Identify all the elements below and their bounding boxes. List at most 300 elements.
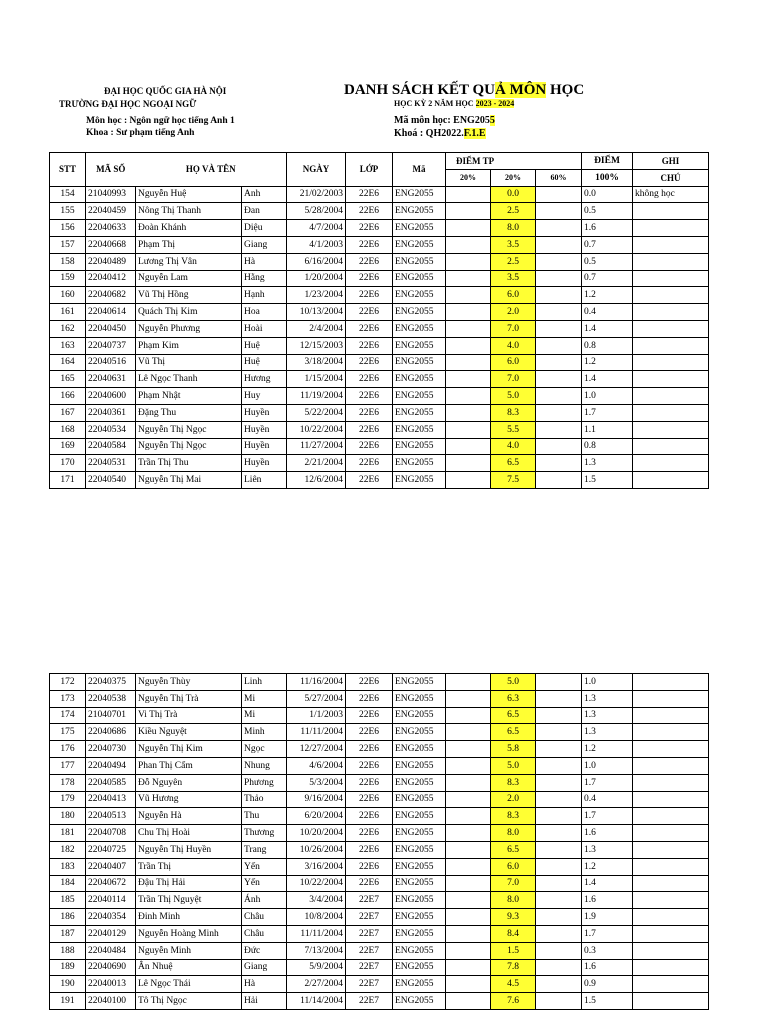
col-header-weight-1: 20% xyxy=(446,169,491,186)
row-score-2: 6.3 xyxy=(491,690,536,707)
table-row xyxy=(50,825,709,842)
row-dob: 5/9/2004 xyxy=(287,959,346,976)
course-code-line xyxy=(394,115,495,126)
row-score-1 xyxy=(446,925,491,942)
class-suffix: F.1.E xyxy=(463,128,486,139)
row-student-id: 22040540 xyxy=(86,472,136,489)
row-given-name: Mi xyxy=(242,707,287,724)
row-given-name: Châu xyxy=(242,925,287,942)
row-final-score: 1.7 xyxy=(582,925,633,942)
row-score-3 xyxy=(536,858,582,875)
table-row xyxy=(50,304,709,321)
row-class: 22E6 xyxy=(346,388,393,405)
row-note xyxy=(633,892,709,909)
row-final-score: 0.4 xyxy=(582,791,633,808)
row-given-name: Hạnh xyxy=(242,287,287,304)
row-class: 22E6 xyxy=(346,186,393,203)
row-final-score: 1.9 xyxy=(582,909,633,926)
row-final-score: 1.4 xyxy=(582,875,633,892)
row-stt: 172 xyxy=(50,674,86,691)
row-final-score: 0.9 xyxy=(582,976,633,993)
table-row xyxy=(50,690,709,707)
row-given-name: Diệu xyxy=(242,220,287,237)
row-note xyxy=(633,741,709,758)
row-stt: 170 xyxy=(50,455,86,472)
row-student-id: 21040993 xyxy=(86,186,136,203)
row-score-2: 7.0 xyxy=(491,371,536,388)
row-note: không học xyxy=(633,186,709,203)
row-dob: 5/3/2004 xyxy=(287,774,346,791)
row-dob: 4/1/2003 xyxy=(287,236,346,253)
row-class: 22E6 xyxy=(346,472,393,489)
row-stt: 191 xyxy=(50,993,86,1010)
row-score-1 xyxy=(446,976,491,993)
table-row xyxy=(50,236,709,253)
row-final-score: 1.5 xyxy=(582,472,633,489)
results-table-page1 xyxy=(49,152,709,489)
row-final-score: 1.4 xyxy=(582,320,633,337)
row-surname: Trần Thị Nguyệt xyxy=(136,892,242,909)
row-note xyxy=(633,236,709,253)
row-given-name: Hằng xyxy=(242,270,287,287)
row-stt: 185 xyxy=(50,892,86,909)
table-row xyxy=(50,774,709,791)
row-score-3 xyxy=(536,320,582,337)
row-score-2: 0.0 xyxy=(491,186,536,203)
table-row xyxy=(50,909,709,926)
row-score-1 xyxy=(446,875,491,892)
row-surname: Nguyễn Thị Kim xyxy=(136,741,242,758)
row-dob: 7/13/2004 xyxy=(287,942,346,959)
row-stt: 179 xyxy=(50,791,86,808)
row-surname: Nông Thị Thanh xyxy=(136,203,242,220)
row-given-name: Huyền xyxy=(242,421,287,438)
row-surname: Đoàn Khánh xyxy=(136,220,242,237)
row-stt: 158 xyxy=(50,253,86,270)
row-student-id: 22040584 xyxy=(86,438,136,455)
row-score-1 xyxy=(446,203,491,220)
row-score-1 xyxy=(446,724,491,741)
table-row xyxy=(50,404,709,421)
row-score-3 xyxy=(536,808,582,825)
row-score-1 xyxy=(446,993,491,1010)
row-score-2: 5.0 xyxy=(491,388,536,405)
row-final-score: 1.6 xyxy=(582,892,633,909)
table-row xyxy=(50,808,709,825)
table-row xyxy=(50,371,709,388)
row-score-3 xyxy=(536,707,582,724)
title-part: HỌC xyxy=(546,82,585,98)
title-part: DANH SÁCH KẾT QU xyxy=(344,82,495,98)
row-note xyxy=(633,354,709,371)
row-dob: 5/28/2004 xyxy=(287,203,346,220)
row-score-1 xyxy=(446,438,491,455)
row-score-3 xyxy=(536,841,582,858)
row-dob: 12/27/2004 xyxy=(287,741,346,758)
row-final-score: 1.6 xyxy=(582,825,633,842)
row-score-2: 8.0 xyxy=(491,220,536,237)
row-note xyxy=(633,925,709,942)
row-given-name: Thương xyxy=(242,825,287,842)
row-score-1 xyxy=(446,304,491,321)
row-score-1 xyxy=(446,942,491,959)
row-class: 22E6 xyxy=(346,404,393,421)
row-class: 22E6 xyxy=(346,858,393,875)
row-score-3 xyxy=(536,774,582,791)
row-score-2: 4.0 xyxy=(491,337,536,354)
col-header-note: GHI xyxy=(633,153,709,170)
row-course-code: ENG2055 xyxy=(393,925,446,942)
row-score-3 xyxy=(536,304,582,321)
row-given-name: Hoa xyxy=(242,304,287,321)
row-note xyxy=(633,404,709,421)
row-stt: 180 xyxy=(50,808,86,825)
row-note xyxy=(633,421,709,438)
row-score-2: 8.3 xyxy=(491,404,536,421)
row-final-score: 1.7 xyxy=(582,774,633,791)
row-given-name: Liên xyxy=(242,472,287,489)
row-score-1 xyxy=(446,909,491,926)
row-dob: 5/27/2004 xyxy=(287,690,346,707)
row-score-2: 7.0 xyxy=(491,875,536,892)
row-final-score: 0.7 xyxy=(582,270,633,287)
row-course-code: ENG2055 xyxy=(393,959,446,976)
table-row xyxy=(50,388,709,405)
row-stt: 175 xyxy=(50,724,86,741)
row-score-1 xyxy=(446,858,491,875)
row-note xyxy=(633,337,709,354)
row-stt: 171 xyxy=(50,472,86,489)
row-stt: 189 xyxy=(50,959,86,976)
row-student-id: 22040489 xyxy=(86,253,136,270)
row-score-3 xyxy=(536,825,582,842)
row-stt: 184 xyxy=(50,875,86,892)
row-surname: Vi Thị Trà xyxy=(136,707,242,724)
table-row xyxy=(50,976,709,993)
row-dob: 11/11/2004 xyxy=(287,925,346,942)
row-course-code: ENG2055 xyxy=(393,304,446,321)
row-student-id: 22040513 xyxy=(86,808,136,825)
row-dob: 2/21/2004 xyxy=(287,455,346,472)
class-line xyxy=(394,128,486,139)
row-student-id: 22040686 xyxy=(86,724,136,741)
semester-line xyxy=(394,99,514,108)
row-score-1 xyxy=(446,841,491,858)
row-student-id: 22040494 xyxy=(86,757,136,774)
row-class: 22E6 xyxy=(346,724,393,741)
title-highlight: Ả MÔN xyxy=(495,82,547,98)
row-dob: 6/16/2004 xyxy=(287,253,346,270)
row-class: 22E6 xyxy=(346,841,393,858)
row-class: 22E7 xyxy=(346,942,393,959)
row-score-3 xyxy=(536,253,582,270)
row-score-1 xyxy=(446,287,491,304)
row-class: 22E7 xyxy=(346,925,393,942)
row-score-1 xyxy=(446,791,491,808)
row-student-id: 21040701 xyxy=(86,707,136,724)
row-surname: Trần Thị Thu xyxy=(136,455,242,472)
row-course-code: ENG2055 xyxy=(393,404,446,421)
row-course-code: ENG2055 xyxy=(393,909,446,926)
row-student-id: 22040614 xyxy=(86,304,136,321)
row-final-score: 1.0 xyxy=(582,674,633,691)
course-name-line: Môn học : Ngôn ngữ học tiếng Anh 1 xyxy=(86,116,235,126)
row-final-score: 1.1 xyxy=(582,421,633,438)
row-note xyxy=(633,841,709,858)
row-surname: Nguyễn Huệ xyxy=(136,186,242,203)
row-class: 22E6 xyxy=(346,791,393,808)
row-stt: 160 xyxy=(50,287,86,304)
row-note xyxy=(633,976,709,993)
row-score-1 xyxy=(446,236,491,253)
row-student-id: 22040708 xyxy=(86,825,136,842)
row-dob: 11/16/2004 xyxy=(287,674,346,691)
row-stt: 186 xyxy=(50,909,86,926)
row-class: 22E6 xyxy=(346,371,393,388)
row-course-code: ENG2055 xyxy=(393,993,446,1010)
row-stt: 163 xyxy=(50,337,86,354)
results-table-page2 xyxy=(49,673,709,1010)
row-score-1 xyxy=(446,388,491,405)
row-stt: 165 xyxy=(50,371,86,388)
row-score-2: 7.8 xyxy=(491,959,536,976)
row-student-id: 22040013 xyxy=(86,976,136,993)
table-row xyxy=(50,959,709,976)
row-surname: Nguyễn Hà xyxy=(136,808,242,825)
row-surname: Phạm Nhật xyxy=(136,388,242,405)
row-given-name: Trang xyxy=(242,841,287,858)
faculty-line: Khoa : Sư phạm tiếng Anh xyxy=(86,128,195,138)
row-score-3 xyxy=(536,388,582,405)
row-final-score: 1.2 xyxy=(582,858,633,875)
row-surname: Phạm Thị xyxy=(136,236,242,253)
row-dob: 9/16/2004 xyxy=(287,791,346,808)
row-surname: Nguyễn Lam xyxy=(136,270,242,287)
row-class: 22E6 xyxy=(346,455,393,472)
row-score-1 xyxy=(446,371,491,388)
row-note xyxy=(633,909,709,926)
row-score-2: 6.0 xyxy=(491,287,536,304)
row-score-2: 8.4 xyxy=(491,925,536,942)
row-stt: 154 xyxy=(50,186,86,203)
row-final-score: 1.3 xyxy=(582,707,633,724)
row-stt: 166 xyxy=(50,388,86,405)
row-given-name: Phương xyxy=(242,774,287,791)
row-student-id: 22040484 xyxy=(86,942,136,959)
row-dob: 4/6/2004 xyxy=(287,757,346,774)
col-header-note-2: CHÚ xyxy=(633,169,709,186)
row-student-id: 22040114 xyxy=(86,892,136,909)
row-score-2: 4.5 xyxy=(491,976,536,993)
row-given-name: Yến xyxy=(242,875,287,892)
row-score-1 xyxy=(446,186,491,203)
row-score-2: 8.3 xyxy=(491,774,536,791)
row-stt: 178 xyxy=(50,774,86,791)
school-name: TRƯỜNG ĐẠI HỌC NGOẠI NGỮ xyxy=(59,99,197,109)
row-student-id: 22040407 xyxy=(86,858,136,875)
row-class: 22E6 xyxy=(346,421,393,438)
row-final-score: 1.0 xyxy=(582,757,633,774)
row-score-3 xyxy=(536,892,582,909)
row-note xyxy=(633,455,709,472)
row-given-name: Ngọc xyxy=(242,741,287,758)
row-dob: 11/27/2004 xyxy=(287,438,346,455)
row-dob: 10/20/2004 xyxy=(287,825,346,842)
course-code-suffix: 5 xyxy=(489,115,495,126)
row-surname: Kiều Nguyệt xyxy=(136,724,242,741)
row-score-2: 6.5 xyxy=(491,455,536,472)
row-score-3 xyxy=(536,186,582,203)
row-student-id: 22040672 xyxy=(86,875,136,892)
row-student-id: 22040730 xyxy=(86,741,136,758)
row-stt: 169 xyxy=(50,438,86,455)
row-course-code: ENG2055 xyxy=(393,791,446,808)
row-class: 22E6 xyxy=(346,757,393,774)
table-row xyxy=(50,203,709,220)
row-surname: Phan Thị Cẩm xyxy=(136,757,242,774)
row-dob: 2/27/2004 xyxy=(287,976,346,993)
row-class: 22E6 xyxy=(346,270,393,287)
row-score-3 xyxy=(536,942,582,959)
row-class: 22E7 xyxy=(346,993,393,1010)
row-student-id: 22040354 xyxy=(86,909,136,926)
row-given-name: Giang xyxy=(242,236,287,253)
row-surname: Vũ Thị Hồng xyxy=(136,287,242,304)
row-score-3 xyxy=(536,270,582,287)
row-score-2: 3.5 xyxy=(491,270,536,287)
row-surname: Nguyễn Thị Huyền xyxy=(136,841,242,858)
row-stt: 161 xyxy=(50,304,86,321)
row-score-1 xyxy=(446,220,491,237)
row-course-code: ENG2055 xyxy=(393,438,446,455)
row-score-2: 8.3 xyxy=(491,808,536,825)
row-final-score: 1.3 xyxy=(582,724,633,741)
row-class: 22E6 xyxy=(346,304,393,321)
row-stt: 177 xyxy=(50,757,86,774)
row-course-code: ENG2055 xyxy=(393,976,446,993)
row-final-score: 1.4 xyxy=(582,371,633,388)
col-header-id: MÃ SỐ xyxy=(86,153,136,187)
row-class: 22E6 xyxy=(346,808,393,825)
row-course-code: ENG2055 xyxy=(393,774,446,791)
row-student-id: 22040375 xyxy=(86,674,136,691)
row-note xyxy=(633,724,709,741)
row-score-2: 3.5 xyxy=(491,236,536,253)
row-note xyxy=(633,825,709,842)
row-dob: 6/20/2004 xyxy=(287,808,346,825)
row-given-name: Mi xyxy=(242,690,287,707)
row-note xyxy=(633,304,709,321)
row-note xyxy=(633,959,709,976)
row-class: 22E6 xyxy=(346,287,393,304)
table-row xyxy=(50,472,709,489)
row-score-3 xyxy=(536,741,582,758)
row-surname: Chu Thị Hoài xyxy=(136,825,242,842)
row-final-score: 1.0 xyxy=(582,388,633,405)
table-row xyxy=(50,455,709,472)
row-final-score: 1.3 xyxy=(582,690,633,707)
row-class: 22E7 xyxy=(346,909,393,926)
row-given-name: Huệ xyxy=(242,337,287,354)
row-surname: Nguyễn Phương xyxy=(136,320,242,337)
row-surname: Nguyễn Thùy xyxy=(136,674,242,691)
row-final-score: 0.0 xyxy=(582,186,633,203)
semester-year: 2023 - 2024 xyxy=(475,99,515,108)
row-class: 22E6 xyxy=(346,875,393,892)
row-stt: 188 xyxy=(50,942,86,959)
row-note xyxy=(633,253,709,270)
row-given-name: Hà xyxy=(242,253,287,270)
row-course-code: ENG2055 xyxy=(393,253,446,270)
row-score-1 xyxy=(446,270,491,287)
row-course-code: ENG2055 xyxy=(393,472,446,489)
row-dob: 1/23/2004 xyxy=(287,287,346,304)
row-class: 22E6 xyxy=(346,707,393,724)
row-surname: Ân Nhuệ xyxy=(136,959,242,976)
row-course-code: ENG2055 xyxy=(393,388,446,405)
row-stt: 176 xyxy=(50,741,86,758)
row-stt: 162 xyxy=(50,320,86,337)
row-final-score: 1.3 xyxy=(582,455,633,472)
row-given-name: Yến xyxy=(242,858,287,875)
row-dob: 4/7/2004 xyxy=(287,220,346,237)
row-surname: Quách Thị Kim xyxy=(136,304,242,321)
row-note xyxy=(633,438,709,455)
row-dob: 21/02/2003 xyxy=(287,186,346,203)
row-given-name: Huyền xyxy=(242,455,287,472)
row-surname: Vũ Hương xyxy=(136,791,242,808)
row-score-1 xyxy=(446,253,491,270)
row-stt: 187 xyxy=(50,925,86,942)
col-header-stt: STT xyxy=(50,153,86,187)
row-student-id: 22040413 xyxy=(86,791,136,808)
row-stt: 159 xyxy=(50,270,86,287)
row-stt: 155 xyxy=(50,203,86,220)
row-class: 22E6 xyxy=(346,690,393,707)
row-score-1 xyxy=(446,825,491,842)
table-row xyxy=(50,674,709,691)
row-note xyxy=(633,791,709,808)
row-student-id: 22040129 xyxy=(86,925,136,942)
row-score-1 xyxy=(446,959,491,976)
col-header-weight-2: 20% xyxy=(491,169,536,186)
row-course-code: ENG2055 xyxy=(393,236,446,253)
university-name: ĐẠI HỌC QUỐC GIA HÀ NỘI xyxy=(104,86,227,96)
table-row xyxy=(50,858,709,875)
row-score-3 xyxy=(536,438,582,455)
row-surname: Nguyễn Thị Ngọc xyxy=(136,421,242,438)
table-row xyxy=(50,270,709,287)
row-score-2: 2.5 xyxy=(491,253,536,270)
row-student-id: 22040585 xyxy=(86,774,136,791)
row-dob: 3/16/2004 xyxy=(287,858,346,875)
row-class: 22E6 xyxy=(346,674,393,691)
row-surname: Tô Thị Ngọc xyxy=(136,993,242,1010)
row-score-1 xyxy=(446,421,491,438)
row-surname: Nguyễn Thị Ngọc xyxy=(136,438,242,455)
row-given-name: Ánh xyxy=(242,892,287,909)
row-given-name: Thu xyxy=(242,808,287,825)
row-dob: 11/14/2004 xyxy=(287,993,346,1010)
row-score-1 xyxy=(446,354,491,371)
row-given-name: Minh xyxy=(242,724,287,741)
row-score-1 xyxy=(446,892,491,909)
row-class: 22E6 xyxy=(346,774,393,791)
row-score-2: 2.0 xyxy=(491,304,536,321)
row-score-2: 5.0 xyxy=(491,674,536,691)
row-note xyxy=(633,774,709,791)
row-course-code: ENG2055 xyxy=(393,337,446,354)
